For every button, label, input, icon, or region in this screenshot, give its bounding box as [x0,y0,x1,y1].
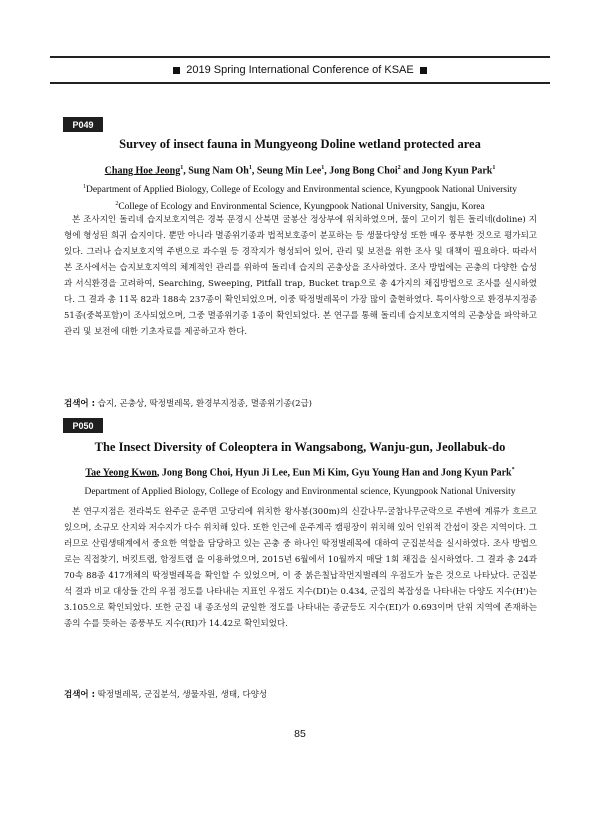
co-author: Seung Min Lee [256,165,322,177]
keywords-label: 검색어 : [64,399,95,409]
affiliation [50,485,550,499]
conference-header [50,56,550,84]
affiliation: $^1$Department of Applied Biology, College of Ecology and Environmental science, Kyungpook National University $^2$College of Ecology and Environmental Science, Kyungpook National University, Sangju, Korea [82,184,517,213]
author-list: Tae Yeong Kwon, Jong Bong Choi, Hyun Ji Lee, Eun Mi Kim, Gyu Young Han and Jong Kyun Park* [85,467,515,479]
co-author: Sung Nam Oh [188,165,249,177]
author-list: Chang Hoe Jeong$^1$, Sung Nam Oh$^1$, Seung Min Lee$^1$, Jong Bong Choi$^2$ and Jong Kyun Park$^1$ [104,165,496,177]
keywords-label: 검색어 : [64,690,95,700]
presenting-author: Chang Hoe Jeong [104,165,181,177]
co-author: Jong Bong Choi [329,165,398,177]
paper-id-badge: P049 [63,117,103,132]
co-author: Jong Bong Choi, Hyun Ji Lee, Eun Mi Kim, Gyu Young Han and Jong Kyun Park [161,467,512,479]
square-bullet-icon [173,67,180,74]
presenting-author: Tae Yeong Kwon [85,467,157,479]
abstract-text: 본 연구지점은 전라북도 완주군 운주면 고당리에 위치한 왕사봉(300m)의 신갈나무-굴참나무군락으로 주변에 계류가 흐르고 있으며, 소규모 산지와 저수지가 다수 위치해 있다. 또한 인근에 운주계곡 캠핑장이 위치해 있어 인위적 간섭이 잦은 지역이다. 그러므로 산림생태계에서 중요한 역할을 담당하고 있는 곤충 중 하나인 딱정벌레목에 대하여 군집분석을 실시하였다. 조사 방법으로는 직접찾기, 버킷트랩, 함정트랩 을 이용하였으며, 2015년 6월에서 10월까지 매달 1회 채집을 실시하였다. 그 결과 총 24과 70속 88종 417개체의 딱정벌레목을 확인할 수 있었으며, 이 중 붉은칠납작먼지벌레의 우점도가 높은 것으로 나타났다. 군집분석 결과 비교 대상들 간의 우점 정도를 나타내는 지표인 우점도 지수(DI)는 0.434, 군집의 복잡성을 나타내는 다양도 지수(H')는 3.105으로 확인되었다. 또한 군집 내 종조성의 균일한 정도를 나타내는 종균등도 지수(EI)가 0.693이며 단위 지역에 존재하는 종의 수를 뜻하는 종풍부도 지수(RI)가 14.42로 확인되었다. [64,507,537,629]
square-bullet-icon [420,67,427,74]
affiliation-1: Department of Applied Biology, College of Ecology and Environmental science, Kyungpook National University [85,185,517,196]
paper-title: The Insect Diversity of Coleoptera in Wangsabong, Wanju-gun, Jeollabuk-do [94,440,506,454]
paper-id-badge: P050 [63,418,103,433]
affiliation-2: College of Ecology and Environmental Science, Kyungpook National University, Sangju, Korea [118,202,485,213]
keywords-value: 딱정벌레목, 군집분석, 생물자원, 생태, 다양성 [97,690,268,700]
conference-title: 2019 Spring International Conference of KSAE [186,64,414,76]
page-number: 85 [294,728,306,740]
keywords-value: 습지, 곤충상, 딱정벌레목, 환경부지정종, 멸종위기종(2급) [97,399,313,409]
co-author: Jong Kyun Park [421,165,493,177]
keywords [64,397,537,409]
paper-title: Survey of insect fauna in Mungyeong Doline wetland protected area [119,137,481,151]
affiliation-1: Department of Applied Biology, College of Ecology and Environmental science, Kyungpook National University [84,487,516,497]
keywords [64,688,537,700]
abstract-text: 본 조사지인 돌리네 습지보호지역은 경북 문경시 산북면 굴봉산 정상부에 위치하였으며, 물이 고이기 힘든 돌리네(doline) 지형에 형성된 희귀 습지이다. 뿐만 아니라 멸종위기종과 법적보호종이 분포하는 등 생물다양성 또한 매우 풍부한 것으로 평가되고 있다. 그러나 습지보호지역 주변으로 과수원 등 경작지가 형성되어 있어, 관리 및 보전을 위한 조사 및 대책이 필요하다. 따라서 본 조사에서는 습지보호지역의 체계적인 관리를 위하여 돌리네 습지의 곤충상을 조사하였다. 조사 방법에는 곤충의 다양한 습성과 서식환경을 고려하여, Searching, Sweeping, Pitfall trap, Bucket trap으로 총 4가지의 채집방법으로 조사를 실시하였다. 그 결과 총 11목 82과 188속 237종이 확인되었으며, 이중 딱정벌레목이 가장 많이 출현하였다. 특이사항으로 환경부지정종 51종(중복포함)이 조사되었으며, 그중 멸종위기종 1종이 확인되었다. 본 연구를 통해 돌리네 습지보호지역의 곤충상을 파악하고 관리 및 보전에 대한 기초자료를 제공하고자 한다. [64,215,537,337]
